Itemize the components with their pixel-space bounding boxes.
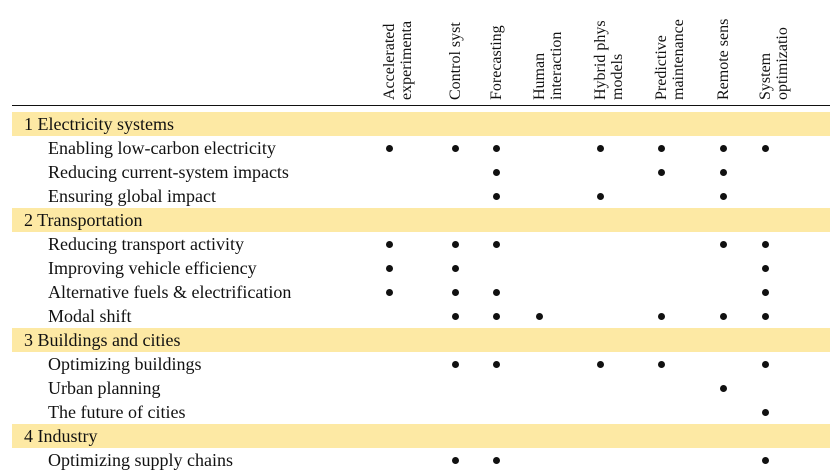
bullet-mark [720,385,727,392]
column-header-line: interaction [548,31,565,100]
bullet-mark [386,241,393,248]
header-rule [12,105,830,106]
column-header [447,0,464,100]
column-header-line: System [757,52,774,100]
row-label: Ensuring global impact [48,186,216,206]
column-header-line: experimenta [398,20,415,100]
bullet-mark [493,457,500,464]
bullet-mark [493,289,500,296]
column-header [592,0,626,100]
section-label: 2 Transportation [24,210,143,230]
table-row [12,376,830,400]
bullet-mark [493,313,500,320]
bullet-mark [452,361,459,368]
bullet-mark [452,265,459,272]
column-header [488,0,505,100]
section-label: 1 Electricity systems [24,114,174,134]
bullet-mark [386,289,393,296]
section-row [12,112,830,136]
table-row [12,280,830,304]
section-row [12,328,830,352]
bullet-mark [493,193,500,200]
column-header [757,0,791,100]
column-header [653,0,687,100]
bullet-mark [720,145,727,152]
column-header [715,0,732,100]
table-row [12,304,830,328]
column-header-line: maintenance [670,19,687,100]
table-row [12,400,830,424]
bullet-mark [452,313,459,320]
section-label: 3 Buildings and cities [24,330,181,350]
column-header [381,0,415,100]
column-header-line: Forecasting [488,25,505,100]
column-header-line: Human [531,52,548,100]
table-row [12,160,830,184]
bullet-mark [762,457,769,464]
section-label: 4 Industry [24,426,98,446]
row-label: Optimizing supply chains [48,450,233,470]
bullet-mark [493,361,500,368]
section-row [12,208,830,232]
bullet-mark [452,145,459,152]
table-row [12,352,830,376]
bullet-mark [720,169,727,176]
bullet-mark [658,313,665,320]
bullet-mark [762,145,769,152]
column-header-line: Predictive [653,35,670,100]
bullet-mark [597,361,604,368]
bullet-mark [658,361,665,368]
bullet-mark [720,193,727,200]
bullet-mark [720,241,727,248]
table-row [12,136,830,160]
table-row [12,256,830,280]
bullet-mark [762,409,769,416]
table-row [12,232,830,256]
bullet-mark [493,169,500,176]
bullet-mark [452,241,459,248]
column-header-line: models [609,53,626,100]
bullet-mark [658,145,665,152]
bullet-mark [762,313,769,320]
bullet-mark [658,169,665,176]
row-label: Reducing transport activity [48,234,244,254]
bullet-mark [386,145,393,152]
bullet-mark [493,241,500,248]
bullet-mark [536,313,543,320]
bullet-mark [762,289,769,296]
bullet-mark [493,145,500,152]
bullet-mark [720,313,727,320]
row-label: Reducing current-system impacts [48,162,289,182]
row-label: Enabling low-carbon electricity [48,138,276,158]
bullet-mark [452,457,459,464]
row-label: Modal shift [48,306,132,326]
bullet-mark [386,265,393,272]
column-header-line: Remote sens [715,18,732,100]
bullet-mark [452,289,459,296]
row-label: Improving vehicle efficiency [48,258,257,278]
table-row [12,448,830,472]
section-row [12,424,830,448]
column-header-line: optimizatio [774,27,791,100]
row-label: The future of cities [48,402,186,422]
row-label: Alternative fuels & electrification [48,282,292,302]
bullet-mark [597,145,604,152]
row-label: Urban planning [48,378,161,398]
column-header [531,0,565,100]
bullet-mark [597,193,604,200]
bullet-mark [762,265,769,272]
column-header-line: Hybrid phys [592,20,609,100]
column-header-line: Accelerated [381,23,398,100]
bullet-mark [762,361,769,368]
bullet-mark [762,241,769,248]
column-header-line: Control syst [447,22,464,100]
row-label: Optimizing buildings [48,354,202,374]
table-row [12,184,830,208]
